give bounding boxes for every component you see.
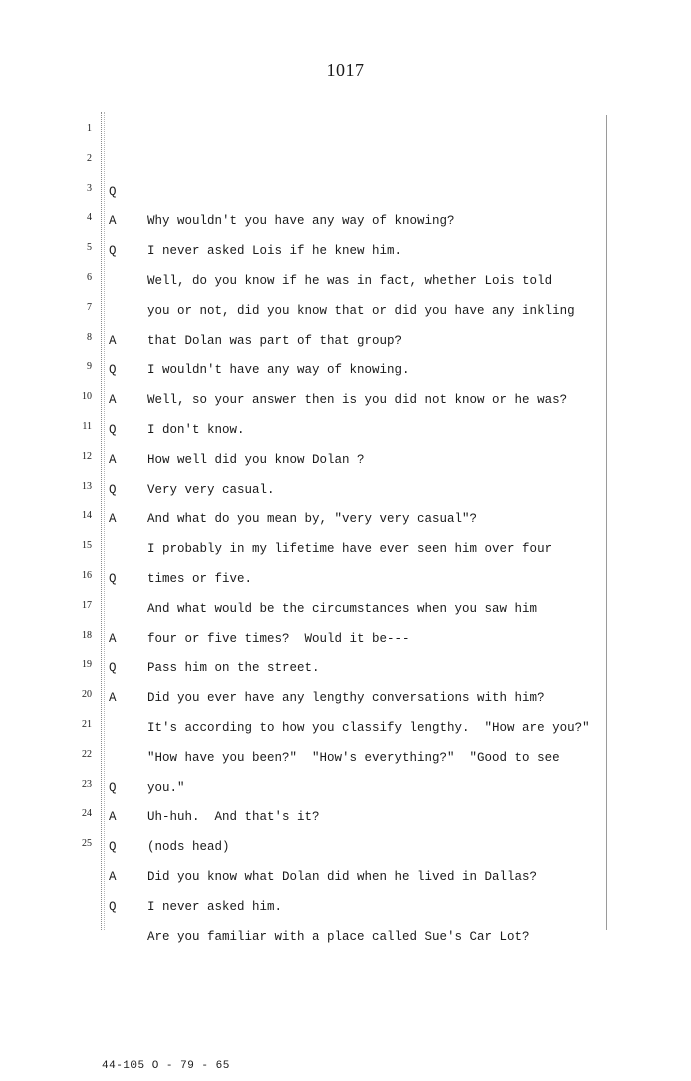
line-number: 15 <box>82 540 92 552</box>
line-number: 25 <box>82 838 92 850</box>
line-text: It's according to how you classify lengthy. "How are you?" <box>147 720 590 735</box>
line-text: I never asked Lois if he knew him. <box>147 244 403 259</box>
line-number: 16 <box>82 569 92 581</box>
line-number: 21 <box>82 718 92 730</box>
footer-print-code: 44-105 O - 79 - 65 <box>102 1060 230 1072</box>
line-text: you." <box>147 780 185 795</box>
line-text: And what would be the circumstances when you saw him <box>147 601 538 616</box>
line-text: Why wouldn't you have any way of knowing? <box>147 214 455 229</box>
speaker-label: A <box>109 333 117 348</box>
speaker-label: Q <box>109 899 117 914</box>
line-number: 19 <box>82 659 92 671</box>
line-number: 1 <box>87 123 92 134</box>
line-number: 12 <box>82 450 92 462</box>
speaker-label: A <box>109 214 117 229</box>
speaker-label: A <box>109 452 117 467</box>
line-text: I never asked him. <box>147 899 283 914</box>
speaker-label: Q <box>109 780 117 795</box>
line-text: "How have you been?" "How's everything?" "Good to see <box>147 750 560 765</box>
line-number: 17 <box>82 599 92 611</box>
speaker-label: Q <box>109 184 117 199</box>
speaker-label: Q <box>109 661 117 676</box>
line-number: 20 <box>82 689 92 701</box>
speaker-label: Q <box>109 244 117 259</box>
line-number: 6 <box>87 271 92 283</box>
line-number: 4 <box>87 212 92 224</box>
speaker-label: A <box>109 631 117 646</box>
line-text: How well did you know Dolan ? <box>147 452 365 467</box>
speaker-label: Q <box>109 482 117 497</box>
speaker-label: A <box>109 869 117 884</box>
line-text: that Dolan was part of that group? <box>147 333 403 348</box>
line-text: I wouldn't have any way of knowing. <box>147 363 410 378</box>
line-text: Did you know what Dolan did when he lived in Dallas? <box>147 869 538 884</box>
line-text: four or five times? Would it be--- <box>147 631 410 646</box>
line-number: 11 <box>82 420 92 432</box>
line-number: 5 <box>87 242 92 254</box>
speaker-label: Q <box>109 422 117 437</box>
line-number: 13 <box>82 480 92 492</box>
line-number: 2 <box>87 152 92 164</box>
line-number: 7 <box>87 301 92 313</box>
speaker-label: Q <box>109 571 117 586</box>
line-text: Did you ever have any lengthy conversations with him? <box>147 691 545 706</box>
line-number: 22 <box>82 748 92 760</box>
line-text: you or not, did you know that or did you have any inkling <box>147 303 575 318</box>
line-number: 9 <box>87 361 92 373</box>
line-text: And what do you mean by, "very very casual"? <box>147 512 478 527</box>
speaker-label: A <box>109 512 117 527</box>
speaker-label: A <box>109 691 117 706</box>
speaker-label: Q <box>109 840 117 855</box>
line-number: 24 <box>82 808 92 820</box>
line-text: Are you familiar with a place called Sue's Car Lot? <box>147 929 530 944</box>
line-text: times or five. <box>147 571 253 586</box>
line-number: 8 <box>87 331 92 343</box>
line-text: Uh-huh. And that's it? <box>147 810 320 825</box>
speaker-label: Q <box>109 363 117 378</box>
line-number: 10 <box>82 391 92 403</box>
line-number: 3 <box>87 182 92 194</box>
transcript-line <box>0 118 691 229</box>
speaker-label: A <box>109 393 117 408</box>
line-number: 18 <box>82 629 92 641</box>
page-number: 1017 <box>326 60 365 80</box>
transcript-body <box>0 118 691 944</box>
line-text: I don't know. <box>147 422 245 437</box>
speaker-label: A <box>109 810 117 825</box>
line-text: Well, so your answer then is you did not know or he was? <box>147 393 568 408</box>
line-text: Well, do you know if he was in fact, whether Lois told <box>147 273 553 288</box>
line-text: (nods head) <box>147 840 230 855</box>
line-text: Pass him on the street. <box>147 661 320 676</box>
line-text: Very very casual. <box>147 482 275 497</box>
line-number: 23 <box>82 778 92 790</box>
line-text: I probably in my lifetime have ever seen him over four <box>147 542 553 557</box>
line-number: 14 <box>82 510 92 522</box>
